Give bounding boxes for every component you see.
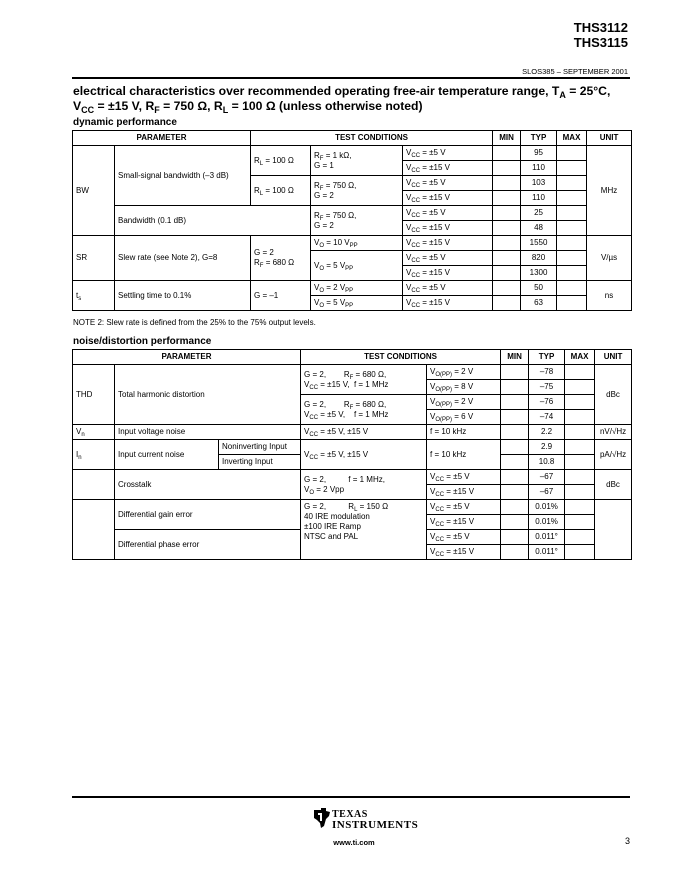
- col-typ: TYP: [521, 131, 557, 146]
- typ-value: 0.011°: [529, 530, 565, 545]
- vn-label: Input voltage noise: [115, 425, 301, 440]
- table-row: [73, 206, 632, 221]
- bw-symbol: BW: [73, 146, 115, 236]
- col-typ: TYP: [529, 350, 565, 365]
- in-noninverting: Noninverting Input: [219, 440, 301, 455]
- col-parameter: PARAMETER: [73, 131, 251, 146]
- typ-value: 50: [521, 281, 557, 296]
- vcc-cond: $V_{CC} = \pm 15$ V: [427, 545, 501, 560]
- vn-symbol: $V_n$: [73, 425, 115, 440]
- ts-symbol: $t_s$: [73, 281, 115, 311]
- typ-value: –74: [529, 410, 565, 425]
- vcc-cond: $V_{CC} = \pm 5$ V: [403, 146, 493, 161]
- noise-distortion-table: [72, 349, 632, 560]
- vo-cond: $V_O = 5$ $V_{PP}$: [311, 251, 403, 281]
- typ-value: 2.2: [529, 425, 565, 440]
- col-min: MIN: [493, 131, 521, 146]
- vcc-cond: $V_{CC} = \pm 5$ V: [403, 176, 493, 191]
- vopp-cond: $V_{O(PP)} = 6$ V: [427, 410, 501, 425]
- document-id: SLOS385 – SEPTEMBER 2001: [522, 67, 628, 76]
- typ-value: 48: [521, 221, 557, 236]
- thd-cond-5v: G = 2, $R_F = 680$ Ω, $V_{CC} = \pm 5$ V, f = 1 MHz: [301, 395, 427, 425]
- typ-value: 103: [521, 176, 557, 191]
- vcc-cond: $V_{CC} = \pm 5$ V: [427, 530, 501, 545]
- ti-logo-icon: [312, 807, 332, 829]
- vn-cond: $V_{CC} = \pm 5$ V, ±15 V: [301, 425, 427, 440]
- vo-cond: $V_O = 10$ $V_{PP}$: [311, 236, 403, 251]
- dynamic-performance-table: [72, 130, 632, 311]
- typ-value: 0.011°: [529, 545, 565, 560]
- ts-label: Settling time to 0.1%: [115, 281, 251, 311]
- rf-g-cond-1: $R_F = 1$ kΩ, G = 1: [311, 146, 403, 176]
- diff-gain-phase-cond: G = 2, $R_L = 150$ Ω 40 IRE modulation ±100 IRE Ramp NTSC and PAL: [301, 500, 427, 560]
- typ-value: 1550: [521, 236, 557, 251]
- bottom-rule: [72, 796, 630, 798]
- ti-wordmark-line1: TEXAS: [332, 809, 368, 820]
- typ-value: –78: [529, 365, 565, 380]
- rf-g-cond-3: $R_F = 750$ Ω, G = 2: [311, 206, 403, 236]
- ti-wordmark-line2: INSTRUMENTS: [332, 819, 419, 831]
- vn-freq: f = 10 kHz: [427, 425, 501, 440]
- website-url: www.ti.com: [333, 838, 375, 847]
- rl-cond-2: $R_L = 100$ Ω: [251, 176, 311, 206]
- in-freq: f = 10 kHz: [427, 440, 501, 470]
- typ-value: 0.01%: [529, 500, 565, 515]
- table-header-row: [73, 131, 632, 146]
- typ-value: 0.01%: [529, 515, 565, 530]
- note-2: NOTE 2: Slew rate is defined from the 25% to the 75% output levels.: [73, 318, 316, 327]
- typ-value: 63: [521, 296, 557, 311]
- typ-value: 110: [521, 161, 557, 176]
- page-number: 3: [624, 836, 630, 846]
- rf-g-cond-2: $R_F = 750$ Ω, G = 2: [311, 176, 403, 206]
- crosstalk-unit: dBc: [595, 470, 632, 500]
- in-unit: pA/√Hz: [595, 440, 632, 470]
- vo-cond: $V_O = 2$ $V_{PP}$: [311, 281, 403, 296]
- table-row: [73, 236, 632, 251]
- vcc-cond: $V_{CC} = \pm 15$ V: [403, 266, 493, 281]
- typ-value: 10.8: [529, 455, 565, 470]
- typ-value: 1300: [521, 266, 557, 281]
- sr-symbol: SR: [73, 236, 115, 281]
- thd-label: Total harmonic distortion: [115, 365, 301, 425]
- in-symbol: $I_n$: [73, 440, 115, 470]
- vcc-cond: $V_{CC} = \pm 15$ V: [427, 485, 501, 500]
- thd-cond-15v: G = 2, $R_F = 680$ Ω, $V_{CC} = \pm 15$ V, f = 1 MHz: [301, 365, 427, 395]
- vopp-cond: $V_{O(PP)} = 2$ V: [427, 365, 501, 380]
- rl-cond-1: $R_L = 100$ Ω: [251, 146, 311, 176]
- in-inverting: Inverting Input: [219, 455, 301, 470]
- typ-value: 2.9: [529, 440, 565, 455]
- vcc-cond: $V_{CC} = \pm 5$ V: [403, 206, 493, 221]
- diff-phase-label: Differential phase error: [115, 530, 301, 560]
- col-max: MAX: [565, 350, 595, 365]
- table-row: [73, 281, 632, 296]
- table-row: [73, 440, 632, 455]
- part-number-1: THS3112: [573, 20, 628, 35]
- ti-wordmark: [332, 810, 418, 830]
- in-label: Input current noise: [115, 440, 219, 470]
- part-numbers: [574, 20, 628, 50]
- vopp-cond: $V_{O(PP)} = 8$ V: [427, 380, 501, 395]
- in-cond: $V_{CC} = \pm 5$ V, ±15 V: [301, 440, 427, 470]
- table-header-row: [73, 350, 632, 365]
- noise-heading: noise/distortion performance: [73, 336, 212, 347]
- vn-unit: nV/√Hz: [595, 425, 632, 440]
- vcc-cond: $V_{CC} = \pm 5$ V: [427, 470, 501, 485]
- vcc-cond: $V_{CC} = \pm 15$ V: [403, 221, 493, 236]
- typ-value: –75: [529, 380, 565, 395]
- typ-value: 820: [521, 251, 557, 266]
- col-unit: UNIT: [595, 350, 632, 365]
- diff-gain-label: Differential gain error: [115, 500, 301, 530]
- ssbw-label: Small-signal bandwidth (–3 dB): [115, 146, 251, 206]
- part-number-2: THS3115: [573, 35, 628, 50]
- table-row: [73, 470, 632, 485]
- col-unit: UNIT: [587, 131, 632, 146]
- table-row: [73, 365, 632, 380]
- thd-symbol: THD: [73, 365, 115, 425]
- typ-value: –67: [529, 470, 565, 485]
- typ-value: –67: [529, 485, 565, 500]
- vcc-cond: $V_{CC} = \pm 15$ V: [427, 515, 501, 530]
- col-test-conditions: TEST CONDITIONS: [301, 350, 501, 365]
- crosstalk-cond: G = 2, f = 1 MHz, $V_O = 2$ Vpp: [301, 470, 427, 500]
- vopp-cond: $V_{O(PP)} = 2$ V: [427, 395, 501, 410]
- thd-unit: dBc: [595, 365, 632, 425]
- vcc-cond: $V_{CC} = \pm 5$ V: [403, 251, 493, 266]
- vcc-cond: $V_{CC} = \pm 15$ V: [403, 236, 493, 251]
- sr-g-rf: G = 2 $R_F = 680$ Ω: [251, 236, 311, 281]
- crosstalk-label: Crosstalk: [115, 470, 301, 500]
- ts-g: G = –1: [251, 281, 311, 311]
- vcc-cond: $V_{CC} = \pm 15$ V: [403, 296, 493, 311]
- table-row: [73, 500, 632, 515]
- col-test-conditions: TEST CONDITIONS: [251, 131, 493, 146]
- dynamic-heading: dynamic performance: [73, 117, 177, 128]
- table-row: [73, 146, 632, 161]
- typ-value: 95: [521, 146, 557, 161]
- col-parameter: PARAMETER: [73, 350, 301, 365]
- sr-unit: V/µs: [587, 236, 632, 281]
- bw-unit: MHz: [587, 146, 632, 236]
- bw01-label: Bandwidth (0.1 dB): [115, 206, 311, 236]
- section-title: electrical characteristics over recommended operating free-air temperature range, $T_A = 25^\circ C$, $V_{CC} = \pm 15$ V, $R_F = 750$ Ω, $R_L = 100$ Ω (unless otherwise noted): [73, 84, 611, 115]
- typ-value: 110: [521, 191, 557, 206]
- vcc-cond: $V_{CC} = \pm 15$ V: [403, 161, 493, 176]
- typ-value: –76: [529, 395, 565, 410]
- ts-unit: ns: [587, 281, 632, 311]
- col-min: MIN: [501, 350, 529, 365]
- vcc-cond: $V_{CC} = \pm 5$ V: [427, 500, 501, 515]
- vcc-cond: $V_{CC} = \pm 5$ V: [403, 281, 493, 296]
- sr-label: Slew rate (see Note 2), G=8: [115, 236, 251, 281]
- typ-value: 25: [521, 206, 557, 221]
- col-max: MAX: [557, 131, 587, 146]
- vcc-cond: $V_{CC} = \pm 15$ V: [403, 191, 493, 206]
- top-rule: [72, 77, 630, 79]
- vo-cond: $V_O = 5$ $V_{PP}$: [311, 296, 403, 311]
- table-row: [73, 425, 632, 440]
